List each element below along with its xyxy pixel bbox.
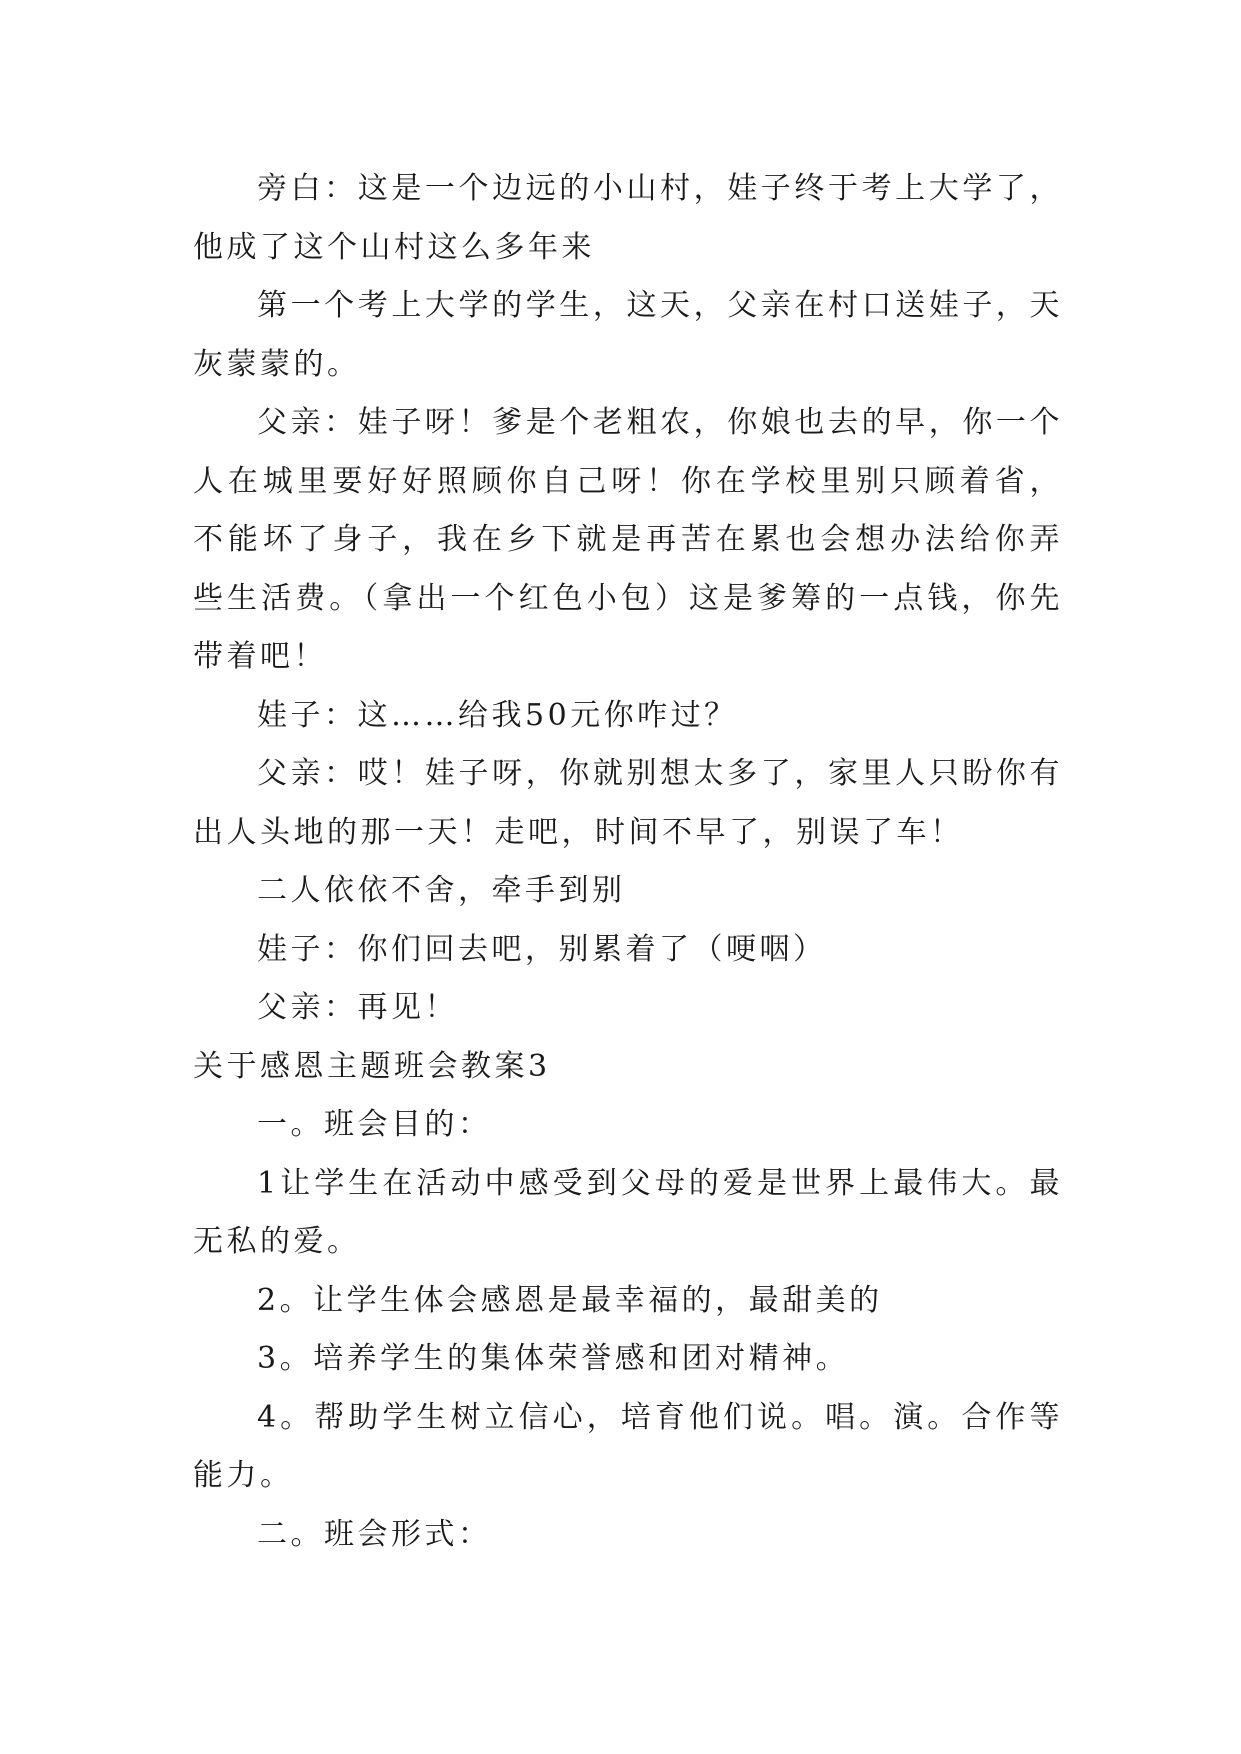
paragraph-goal-title: 一。班会目的： — [257, 1107, 492, 1142]
paragraph-narration-continued: 第一个考上大学的学生，这天，父亲在村口送娃子，天灰蒙蒙的。 — [193, 288, 1063, 382]
paragraph-goal-1: 1让学生在活动中感受到父母的爱是世界上最伟大。最无私的爱。 — [193, 1165, 1063, 1259]
document-body — [193, 160, 1063, 1564]
paragraph-goal-2: 2。让学生体会感恩是最幸福的，最甜美的 — [257, 1282, 883, 1318]
paragraph-child-speech: 娃子：这……给我50元你咋过？ — [257, 697, 738, 733]
paragraph-father-speech: 父亲：娃子呀！爹是个老粗农，你娘也去的早，你一个人在城里要好好照顾你自己呀！你在学校里别只顾着省，不能坏了身子，我在乡下就是再苦在累也会想办法给你弄些生活费。（拿出一个红色小包）这是爹筹的一点钱，你先带着吧！ — [193, 405, 1063, 674]
paragraph-father-farewell: 父亲：再见！ — [257, 990, 458, 1025]
paragraph-format-title: 二。班会形式： — [257, 1516, 492, 1552]
paragraph-father-reply: 父亲：哎！娃子呀，你就别想太多了，家里人只盼你有出人头地的那一天！走吧，时间不早了，别误了车！ — [193, 756, 1063, 850]
paragraph-goal-4: 4。帮助学生树立信心，培育他们说。唱。演。合作等能力。 — [193, 1399, 1063, 1493]
section-heading: 关于感恩主题班会教案3 — [193, 1048, 551, 1084]
paragraph-narration: 旁白：这是一个边远的小山村，娃子终于考上大学了，他成了这个山村这么多年来 — [193, 171, 1063, 265]
paragraph-stage-direction: 二人依依不舍，牵手到别 — [257, 873, 626, 908]
paragraph-goal-3: 3。培养学生的集体荣誉感和团对精神。 — [257, 1341, 850, 1376]
paragraph-child-farewell: 娃子：你们回去吧，别累着了（哽咽） — [257, 931, 827, 967]
